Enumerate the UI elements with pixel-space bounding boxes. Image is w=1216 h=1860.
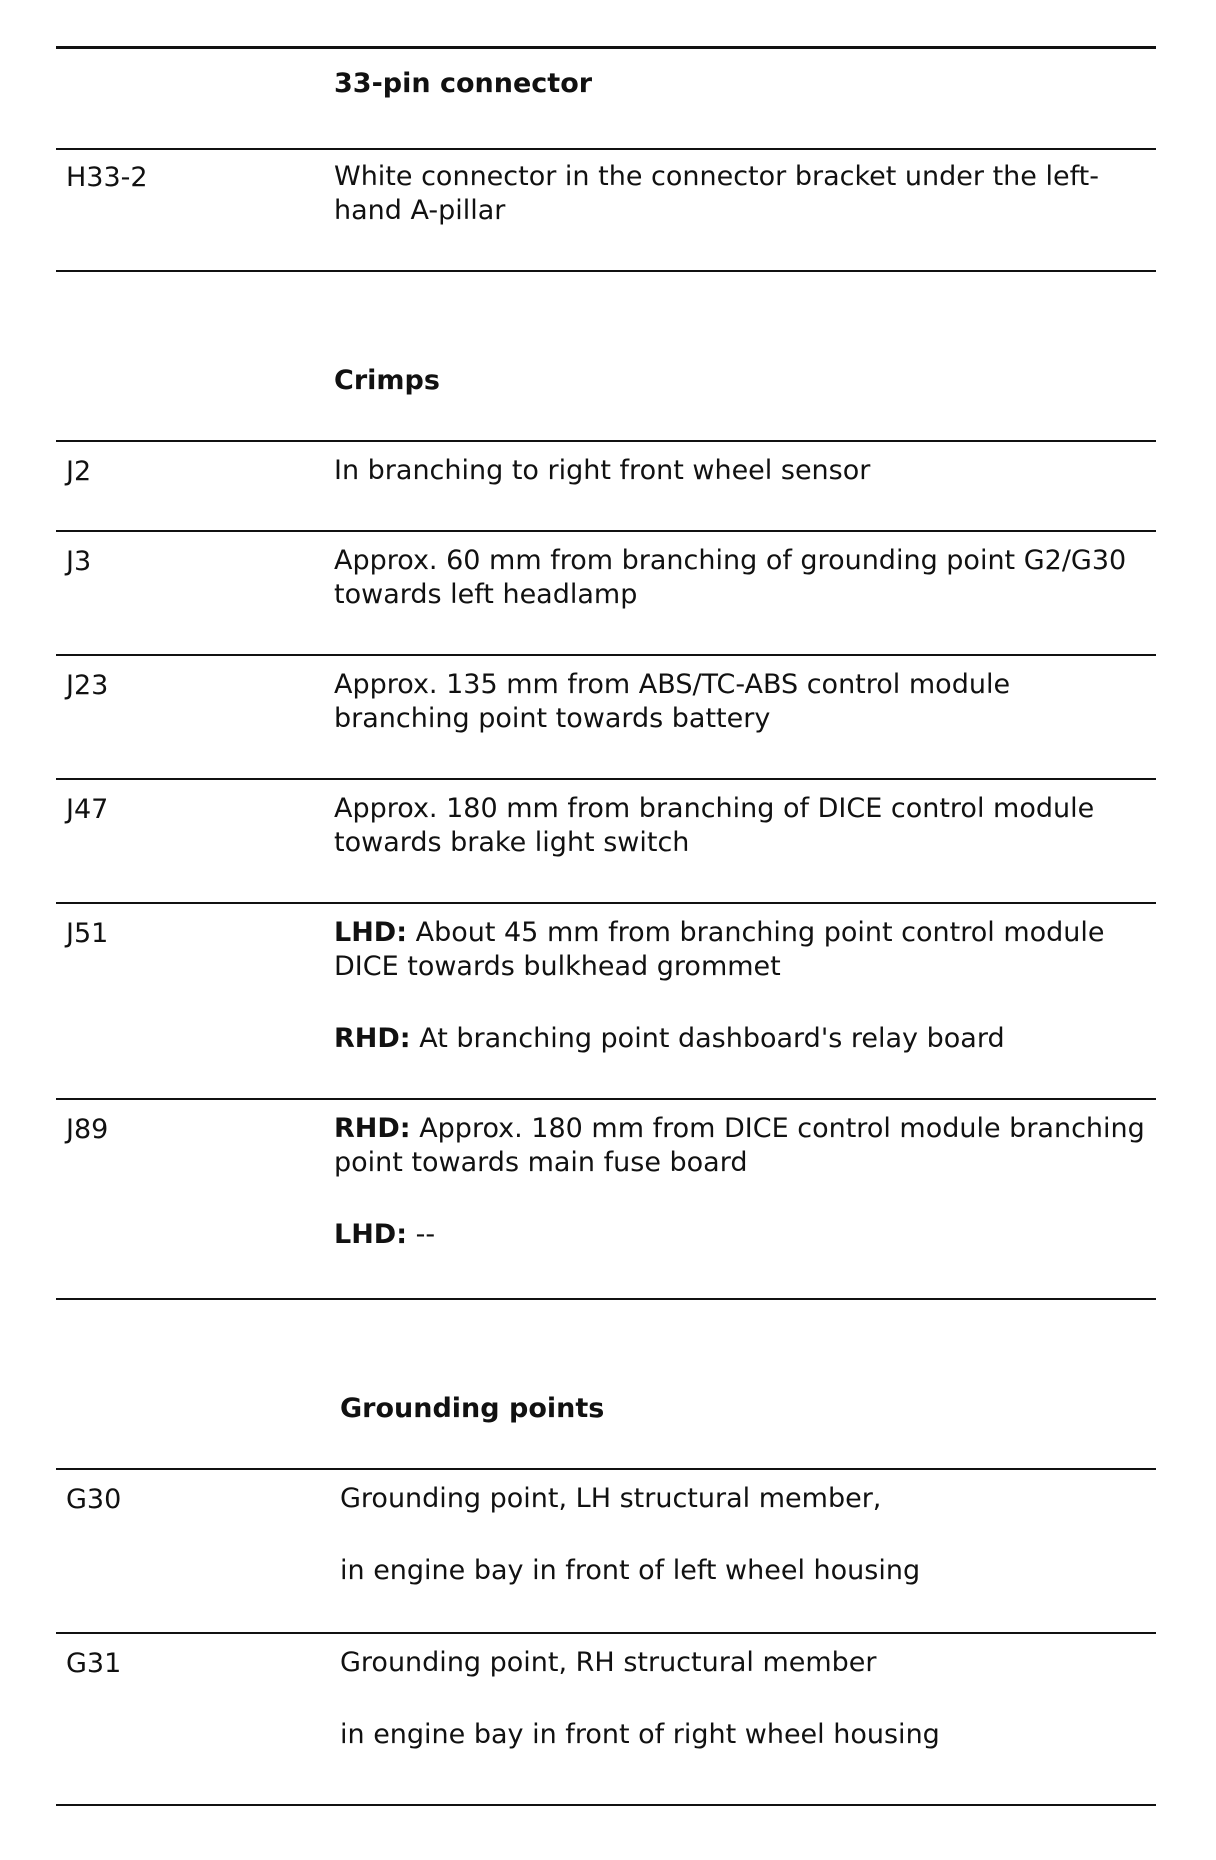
j89-lhd-text: --: [407, 1219, 436, 1250]
divider: [56, 270, 1156, 272]
row-desc-j3: Approx. 60 mm from branching of grounding point G2/G30 towards left headlamp: [334, 545, 1127, 610]
row-desc-j23: Approx. 135 mm from ABS/TC-ABS control module branching point towards battery: [334, 669, 1011, 734]
row-desc-j51: [334, 916, 1154, 1056]
divider: [56, 440, 1156, 442]
j89-rhd-note: [334, 1112, 1154, 1180]
g31-line-2: in engine bay in front of right wheel housing: [340, 1719, 940, 1750]
g30-line-2: in engine bay in front of left wheel housing: [340, 1555, 921, 1586]
j89-rhd-text: Approx. 180 mm from DICE control module branching point towards main fuse board: [334, 1113, 1145, 1178]
j51-rhd-label: RHD:: [334, 1023, 411, 1054]
divider: [56, 530, 1156, 532]
j89-lhd-note: [334, 1218, 1154, 1252]
divider: [56, 654, 1156, 656]
row-code-g31: G31: [66, 1648, 122, 1679]
g31-line-1: Grounding point, RH structural member: [340, 1647, 877, 1678]
row-code-j89: J89: [66, 1114, 109, 1145]
j89-rhd-label: RHD:: [334, 1113, 411, 1144]
section-heading-33-pin-connector: 33-pin connector: [334, 68, 593, 99]
row-desc-h33-2: White connector in the connector bracket under the left-hand A-pillar: [334, 161, 1099, 226]
divider: [56, 1804, 1156, 1806]
row-code-j2: J2: [66, 456, 92, 487]
row-code-j23: J23: [66, 670, 109, 701]
row-desc-j47: Approx. 180 mm from branching of DICE control module towards brake light switch: [334, 793, 1095, 858]
row-desc-g31: [340, 1646, 1160, 1752]
j51-rhd-text: At branching point dashboard's relay board: [410, 1023, 1005, 1054]
divider: [56, 1632, 1156, 1634]
divider: [56, 778, 1156, 780]
divider: [56, 46, 1156, 49]
divider: [56, 148, 1156, 150]
row-code-j47: J47: [66, 794, 109, 825]
divider: [56, 1098, 1156, 1100]
row-code-j3: J3: [66, 546, 92, 577]
divider: [56, 1298, 1156, 1300]
section-heading-crimps: Crimps: [334, 365, 440, 396]
j89-lhd-label: LHD:: [334, 1219, 408, 1250]
row-code-j51: J51: [66, 918, 109, 949]
j51-lhd-note: [334, 916, 1154, 984]
row-desc-j2: In branching to right front wheel sensor: [334, 455, 871, 486]
row-desc-g30: [340, 1482, 1160, 1588]
row-code-g30: G30: [66, 1484, 122, 1515]
g30-line-1: Grounding point, LH structural member,: [340, 1483, 882, 1514]
j51-lhd-text: About 45 mm from branching point control module DICE towards bulkhead grommet: [334, 917, 1105, 982]
j51-lhd-label: LHD:: [334, 917, 408, 948]
row-code-h33-2: H33-2: [66, 162, 148, 193]
section-heading-grounding-points: Grounding points: [340, 1393, 605, 1424]
row-desc-j89: [334, 1112, 1154, 1252]
divider: [56, 902, 1156, 904]
j51-rhd-note: [334, 1022, 1154, 1056]
divider: [56, 1468, 1156, 1470]
